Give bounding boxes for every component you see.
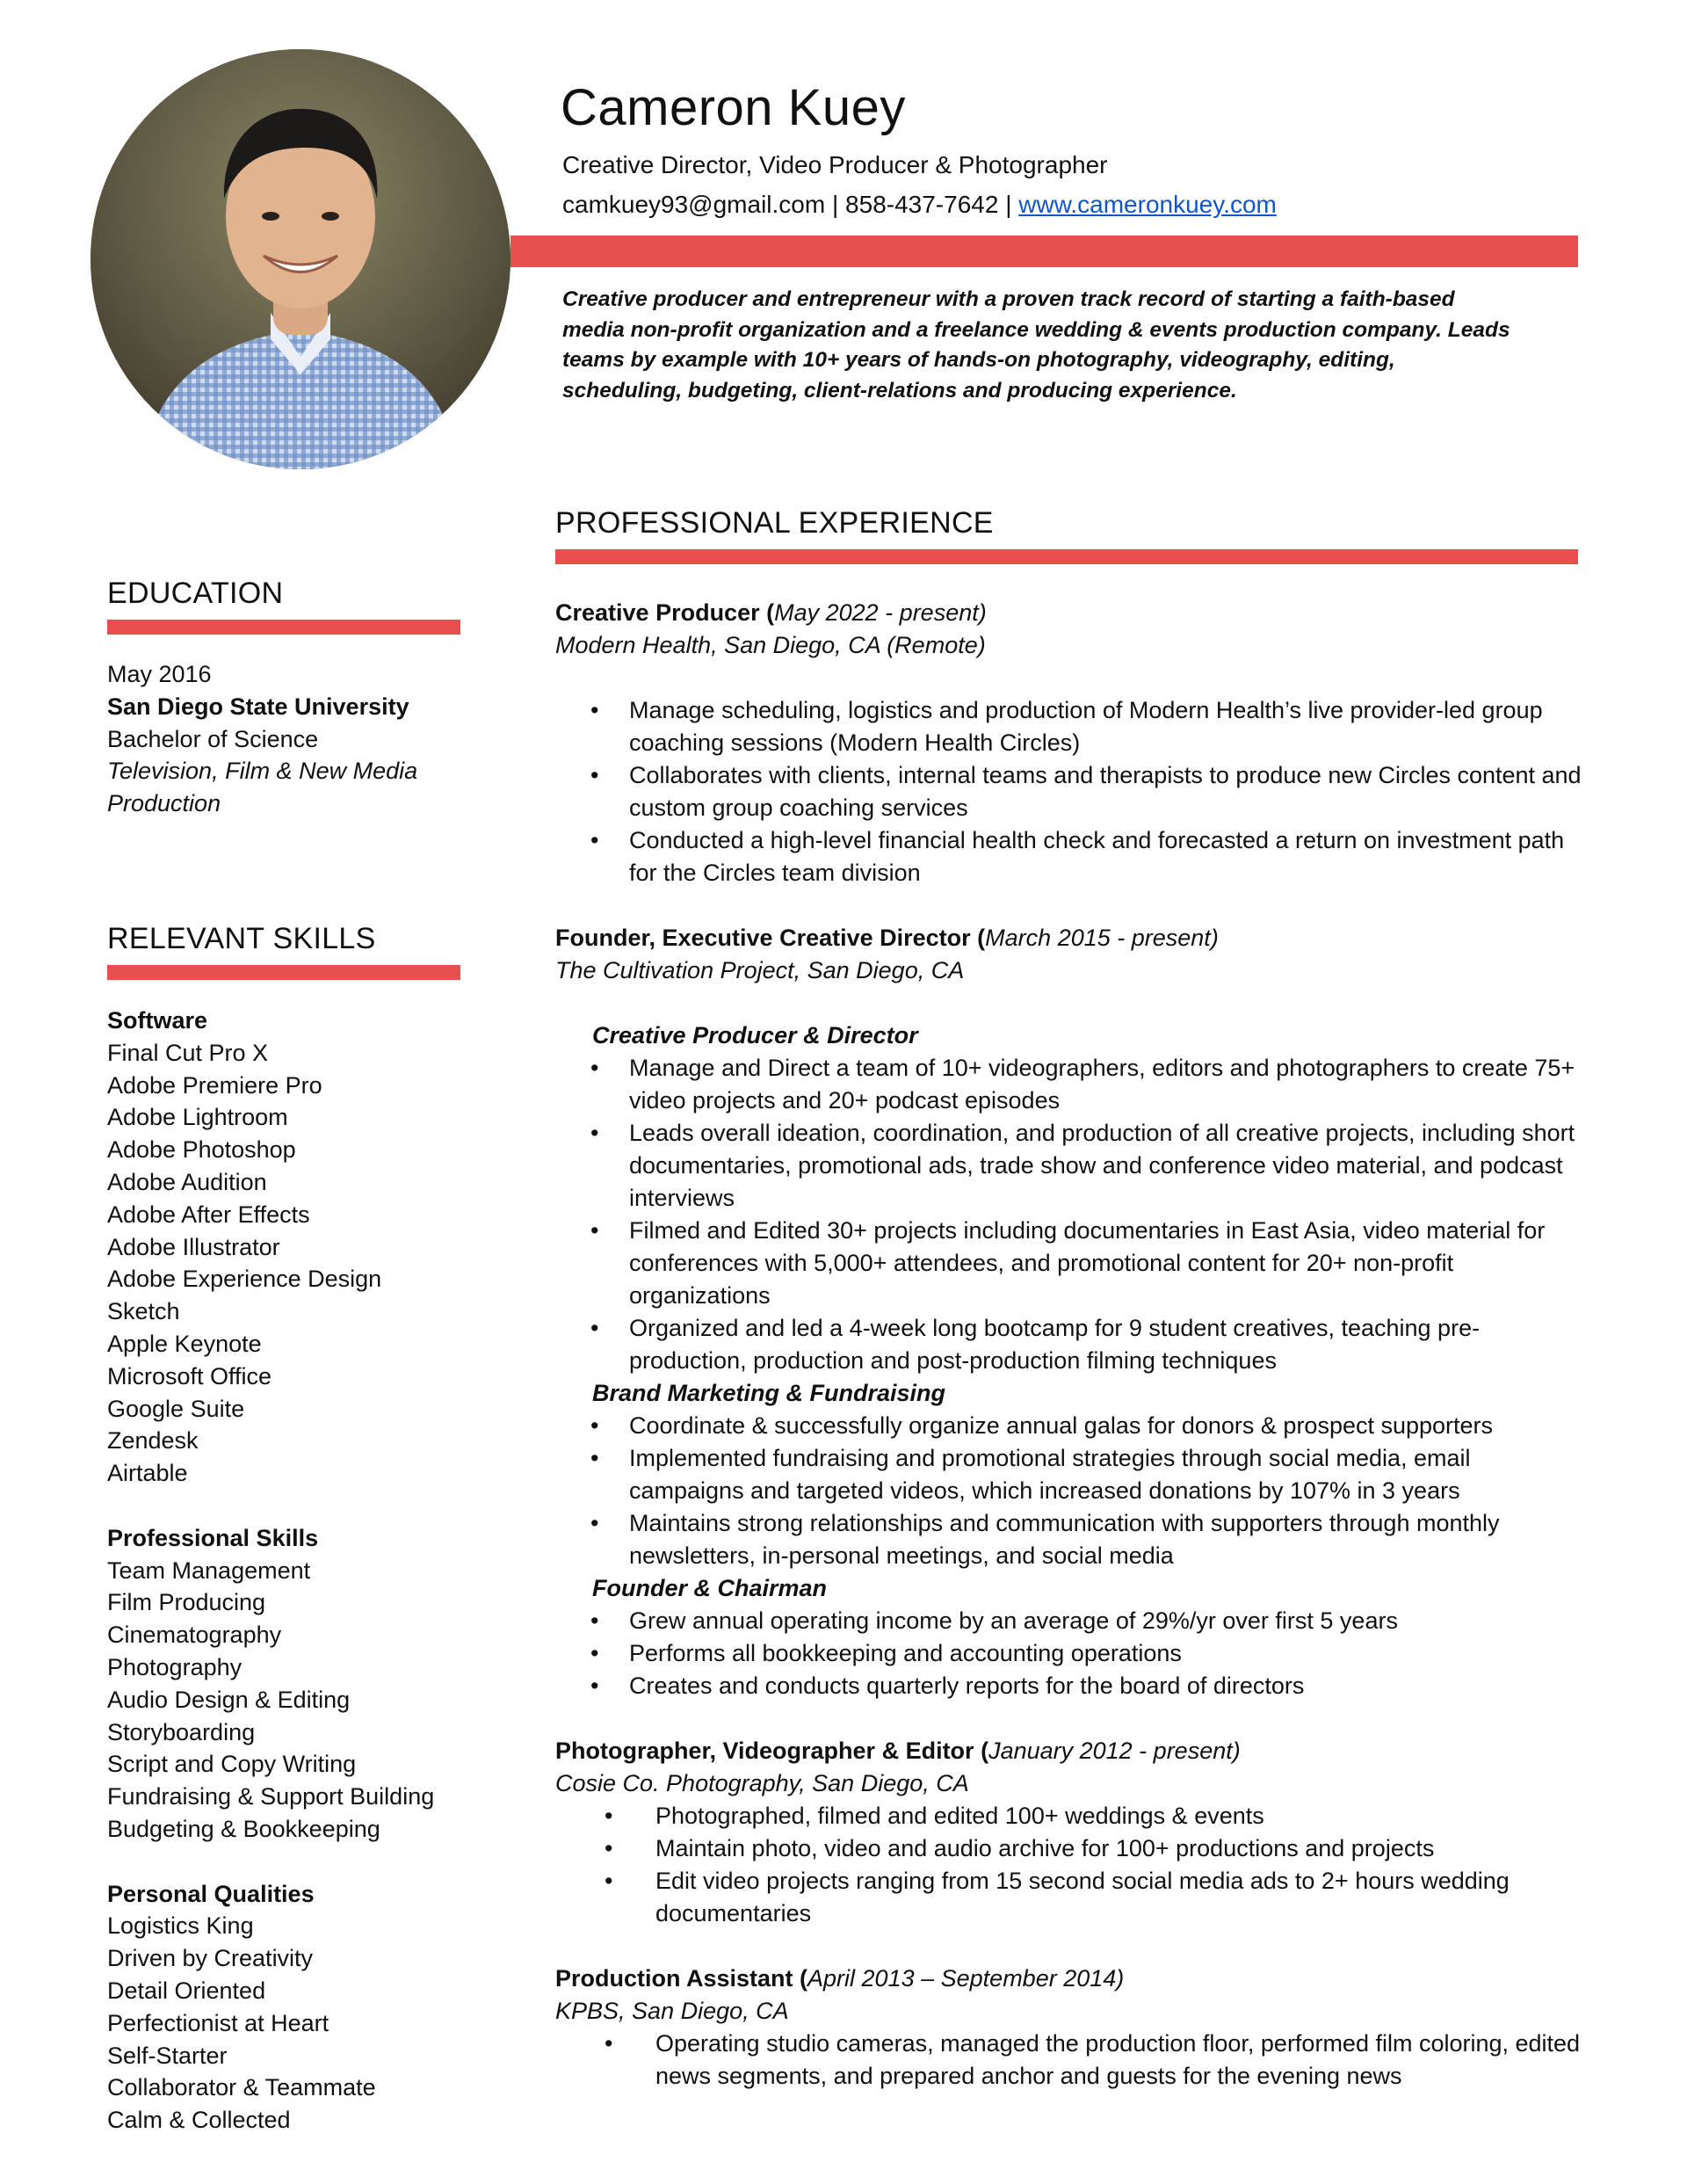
- bullet-item: • Maintain photo, video and audio archive for 100+ productions and projects: [555, 1832, 1583, 1865]
- skill-item: Sketch: [107, 1298, 180, 1325]
- skill-item: Adobe Premiere Pro: [107, 1071, 322, 1099]
- job-title-line: Production Assistant (April 2013 – September 2014): [555, 1965, 1125, 1992]
- skill-item: Adobe Audition: [107, 1168, 267, 1195]
- portrait-illustration: [91, 49, 510, 469]
- skill-item: Team Management: [107, 1556, 311, 1584]
- skills-accent-bar: [107, 965, 460, 980]
- bullet-item: • Collaborates with clients, internal teams and therapists to produce new Circles content and custom group coaching services: [555, 759, 1583, 824]
- job-bullets: [555, 2028, 1583, 2093]
- bullet-item: • Coordinate & successfully organize annual galas for donors & prospect supporters: [555, 1410, 1583, 1442]
- skill-item: Budgeting & Bookkeeping: [107, 1815, 380, 1842]
- job-title: Photographer, Videographer & Editor: [555, 1738, 974, 1764]
- education-major: Production: [107, 790, 221, 817]
- skill-item: Fundraising & Support Building: [107, 1783, 435, 1810]
- role-subheading: Founder & Chairman: [592, 1575, 828, 1601]
- quality-item: Collaborator & Teammate: [107, 2074, 376, 2101]
- skill-item: Script and Copy Writing: [107, 1751, 357, 1778]
- education-degree: Bachelor of Science: [107, 725, 319, 752]
- bullet-item: • Manage and Direct a team of 10+ videographers, editors and photographers to create 75+ video projects and 20+ podcast episodes: [555, 1052, 1583, 1117]
- skills-subheading: Professional Skills: [107, 1524, 319, 1551]
- bullet-item: • Organized and led a 4-week long bootcamp for 9 student creatives, teaching pre-production, production and post-production filming techniques: [555, 1312, 1583, 1377]
- education-heading: EDUCATION: [107, 577, 284, 610]
- skill-item: Zendesk: [107, 1427, 199, 1455]
- bullet-item: • Manage scheduling, logistics and production of Modern Health’s live provider-led group coaching sessions (Modern Health Circles): [555, 694, 1583, 759]
- job-title-line: Founder, Executive Creative Director (March 2015 - present): [555, 925, 1219, 951]
- candidate-name: Cameron Kuey: [561, 79, 906, 136]
- skill-item: Adobe Photoshop: [107, 1136, 296, 1164]
- skill-item: Microsoft Office: [107, 1362, 272, 1389]
- contact-separator: |: [831, 191, 839, 218]
- skill-item: Apple Keynote: [107, 1330, 262, 1357]
- profile-photo: [91, 49, 510, 469]
- education-major: Television, Film & New Media: [107, 758, 418, 785]
- bullet-item: • Maintains strong relationships and communication with supporters through monthly newsletters, in-personal meetings, and social media: [555, 1507, 1583, 1572]
- skill-item: Airtable: [107, 1460, 188, 1487]
- skill-item: Cinematography: [107, 1622, 282, 1649]
- education-accent-bar: [107, 620, 460, 635]
- job-title: Founder, Executive Creative Director: [555, 925, 971, 951]
- job-title-line: Creative Producer (May 2022 - present): [555, 599, 987, 626]
- contact-separator: |: [1005, 191, 1012, 218]
- education-date: May 2016: [107, 661, 212, 687]
- skill-item: Google Suite: [107, 1395, 245, 1422]
- bullet-item: • Edit video projects ranging from 15 second social media ads to 2+ hours wedding documentaries: [555, 1865, 1583, 1930]
- job-bullets: [555, 1410, 1583, 1572]
- experience-list: [555, 597, 1583, 2093]
- role-subheading: Brand Marketing & Fundraising: [592, 1380, 946, 1406]
- job-dates: April 2013 – September 2014: [807, 1965, 1117, 1992]
- bullet-item: • Photographed, filmed and edited 100+ weddings & events: [555, 1800, 1583, 1832]
- job-bullets: [555, 1605, 1583, 1702]
- skill-item: Adobe Lightroom: [107, 1104, 288, 1131]
- bullet-item: • Conducted a high-level financial health check and forecasted a return on investment path for the Circles team division: [555, 824, 1583, 889]
- skill-item: Film Producing: [107, 1589, 266, 1616]
- experience-heading: PROFESSIONAL EXPERIENCE: [555, 506, 994, 540]
- website-link[interactable]: www.cameronkuey.com: [1018, 191, 1277, 218]
- quality-item: Detail Oriented: [107, 1977, 266, 2004]
- candidate-subtitle: Creative Director, Video Producer & Photographer: [562, 151, 1108, 178]
- job-organization: Modern Health, San Diego, CA (Remote): [555, 632, 986, 658]
- skill-item: Adobe Experience Design: [107, 1266, 382, 1293]
- role-subheading: Creative Producer & Director: [592, 1022, 918, 1048]
- education-school: San Diego State University: [107, 693, 409, 720]
- email-text: camkuey93@gmail.com: [562, 191, 826, 218]
- job-dates: January 2012 - present: [988, 1738, 1233, 1764]
- skill-item: Audio Design & Editing: [107, 1686, 351, 1713]
- header-accent-bar: [510, 236, 1578, 267]
- bullet-item: • Leads overall ideation, coordination, and production of all creative projects, including short documentaries, promotional ads, trade show and conference video material, and podcast interviews: [555, 1117, 1583, 1215]
- bullet-item: • Performs all bookkeeping and accounting operations: [555, 1637, 1583, 1670]
- skill-item: Adobe After Effects: [107, 1201, 310, 1228]
- bullet-item: • Grew annual operating income by an average of 29%/yr over first 5 years: [555, 1605, 1583, 1637]
- job-dates: March 2015 - present: [985, 925, 1211, 951]
- skill-item: Adobe Illustrator: [107, 1233, 280, 1260]
- skill-item: Photography: [107, 1653, 243, 1680]
- skills-heading: RELEVANT SKILLS: [107, 922, 376, 955]
- skills-subheading: Software: [107, 1007, 208, 1034]
- job-dates: May 2022 - present: [774, 599, 979, 626]
- bullet-item: • Creates and conducts quarterly reports for the board of directors: [555, 1670, 1583, 1702]
- job-organization: The Cultivation Project, San Diego, CA: [555, 957, 965, 983]
- skills-subheading: Personal Qualities: [107, 1880, 315, 1907]
- experience-accent-bar: [555, 549, 1578, 564]
- quality-item: Driven by Creativity: [107, 1945, 314, 1972]
- job-bullets: [555, 1800, 1583, 1930]
- job-organization: Cosie Co. Photography, San Diego, CA: [555, 1770, 969, 1796]
- job-bullets: [555, 1052, 1583, 1377]
- quality-item: Self-Starter: [107, 2042, 228, 2069]
- quality-item: Perfectionist at Heart: [107, 2009, 329, 2036]
- job-title: Creative Producer: [555, 599, 760, 626]
- bullet-item: • Filmed and Edited 30+ projects including documentaries in East Asia, video material for conferences with 5,000+ attendees, and promotional content for 20+ non-profit organizations: [555, 1215, 1583, 1312]
- job-title-line: Photographer, Videographer & Editor (January 2012 - present): [555, 1738, 1241, 1764]
- job-bullets: [555, 694, 1583, 889]
- quality-item: Logistics King: [107, 1912, 254, 1940]
- phone-text: 858-437-7642: [845, 191, 999, 218]
- bullet-item: • Implemented fundraising and promotional strategies through social media, email campaigns and targeted videos, which increased donations by 107% in 3 years: [555, 1442, 1583, 1507]
- job-title: Production Assistant: [555, 1965, 793, 1992]
- skill-item: Final Cut Pro X: [107, 1039, 269, 1066]
- bullet-item: • Operating studio cameras, managed the production floor, performed film coloring, edited news segments, and prepared anchor and guests for the evening news: [555, 2028, 1583, 2093]
- summary-paragraph: Creative producer and entrepreneur with a proven track record of starting a faith-based media non-profit organization and a freelance wedding & events production company. Leads teams by example with 10+ years of hands-on photography, videography, editing, scheduling, budgeting, client-relations and producing experience.: [562, 287, 1510, 403]
- contact-line: [562, 187, 1277, 222]
- education-details: [107, 658, 476, 820]
- job-organization: KPBS, San Diego, CA: [555, 1998, 789, 2024]
- quality-item: Calm & Collected: [107, 2107, 291, 2134]
- skill-item: Storyboarding: [107, 1718, 256, 1745]
- skills-list: [107, 1005, 476, 2137]
